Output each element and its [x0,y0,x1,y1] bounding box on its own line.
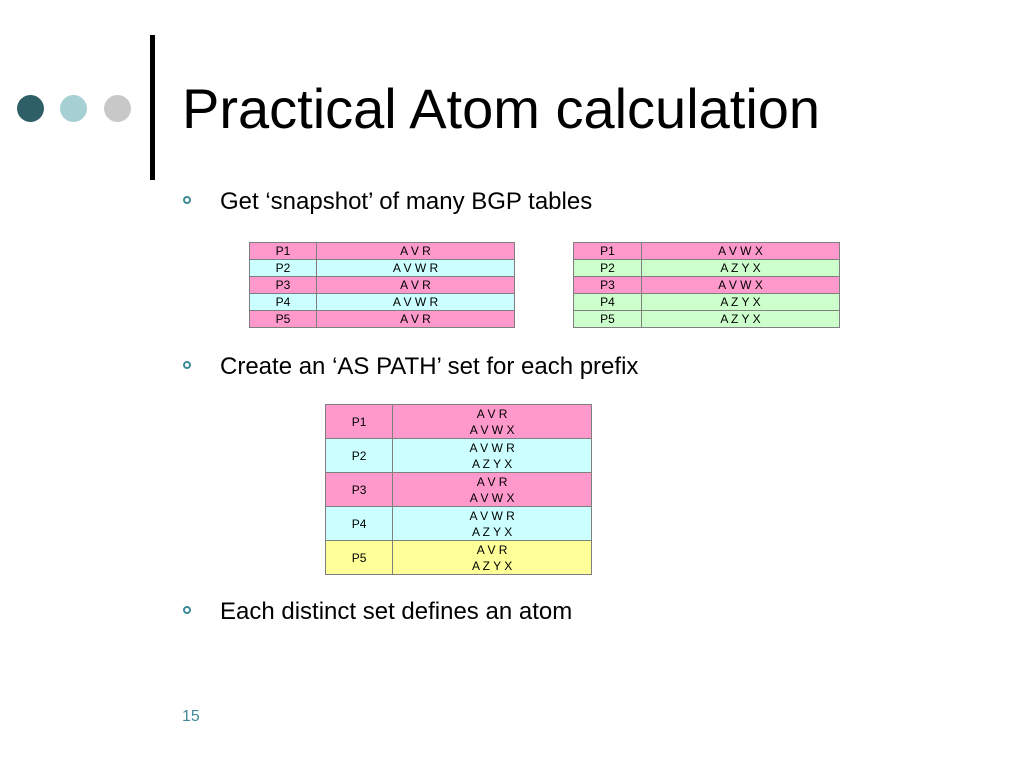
path-set-cell [393,507,592,541]
path-line: A V R [476,474,508,489]
path-cell: A V W X [641,277,839,294]
prefix-cell: P4 [250,294,317,311]
prefix-cell: P5 [250,311,317,328]
table-row [574,260,840,277]
page-number: 15 [182,708,200,725]
path-line: A Z Y X [472,524,513,539]
title-divider [150,35,155,180]
table-row [250,294,515,311]
prefix-cell: P2 [326,439,393,473]
table-row [326,507,592,541]
prefix-cell: P3 [574,277,642,294]
slide-title: Practical Atom calculation [182,77,821,140]
path-cell: A V R [317,311,515,328]
table-row [250,243,515,260]
path-cell: A Z Y X [641,294,839,311]
path-cell: A V W R [317,294,515,311]
path-line: A V R [476,542,508,557]
table-row [574,277,840,294]
as-path-set-table [325,404,592,575]
prefix-cell: P2 [574,260,642,277]
path-set-cell [393,439,592,473]
table-row [250,311,515,328]
bullet-circle-icon [183,606,191,614]
prefix-cell: P4 [574,294,642,311]
table-row [326,405,592,439]
path-cell: A V W X [641,243,839,260]
bullet-text: Get ‘snapshot’ of many BGP tables [220,188,593,215]
bullet-text: Each distinct set defines an atom [220,598,573,625]
table-row [250,260,515,277]
decorative-dot-light [60,95,87,122]
table-row [326,439,592,473]
path-line: A V W R [469,508,515,523]
bullet-circle-icon [183,196,191,204]
table-row [250,277,515,294]
table-row [574,294,840,311]
prefix-cell: P4 [326,507,393,541]
prefix-cell: P5 [326,541,393,575]
prefix-cell: P5 [574,311,642,328]
path-cell: A V R [317,277,515,294]
prefix-cell: P2 [250,260,317,277]
table-row [326,473,592,507]
path-line: A V W X [469,422,515,437]
path-line: A Z Y X [472,456,513,471]
decorative-dot-dark [17,95,44,122]
prefix-cell: P1 [250,243,317,260]
path-cell: A V R [317,243,515,260]
prefix-cell: P1 [326,405,393,439]
table-row [326,541,592,575]
bullet-circle-icon [183,361,191,369]
path-set-cell [393,541,592,575]
path-set-cell [393,405,592,439]
prefix-cell: P3 [250,277,317,294]
prefix-cell: P3 [326,473,393,507]
path-line: A V W R [469,440,515,455]
path-set-cell [393,473,592,507]
path-cell: A Z Y X [641,260,839,277]
path-line: A V R [476,406,508,421]
path-cell: A V W R [317,260,515,277]
bgp-table-2 [573,242,840,328]
table-row [574,243,840,260]
prefix-cell: P1 [574,243,642,260]
decorative-dot-grey [104,95,131,122]
table-row [574,311,840,328]
bgp-table-1 [249,242,515,328]
path-cell: A Z Y X [641,311,839,328]
bullet-text: Create an ‘AS PATH’ set for each prefix [220,353,639,380]
path-line: A Z Y X [472,558,513,573]
path-line: A V W X [469,490,515,505]
